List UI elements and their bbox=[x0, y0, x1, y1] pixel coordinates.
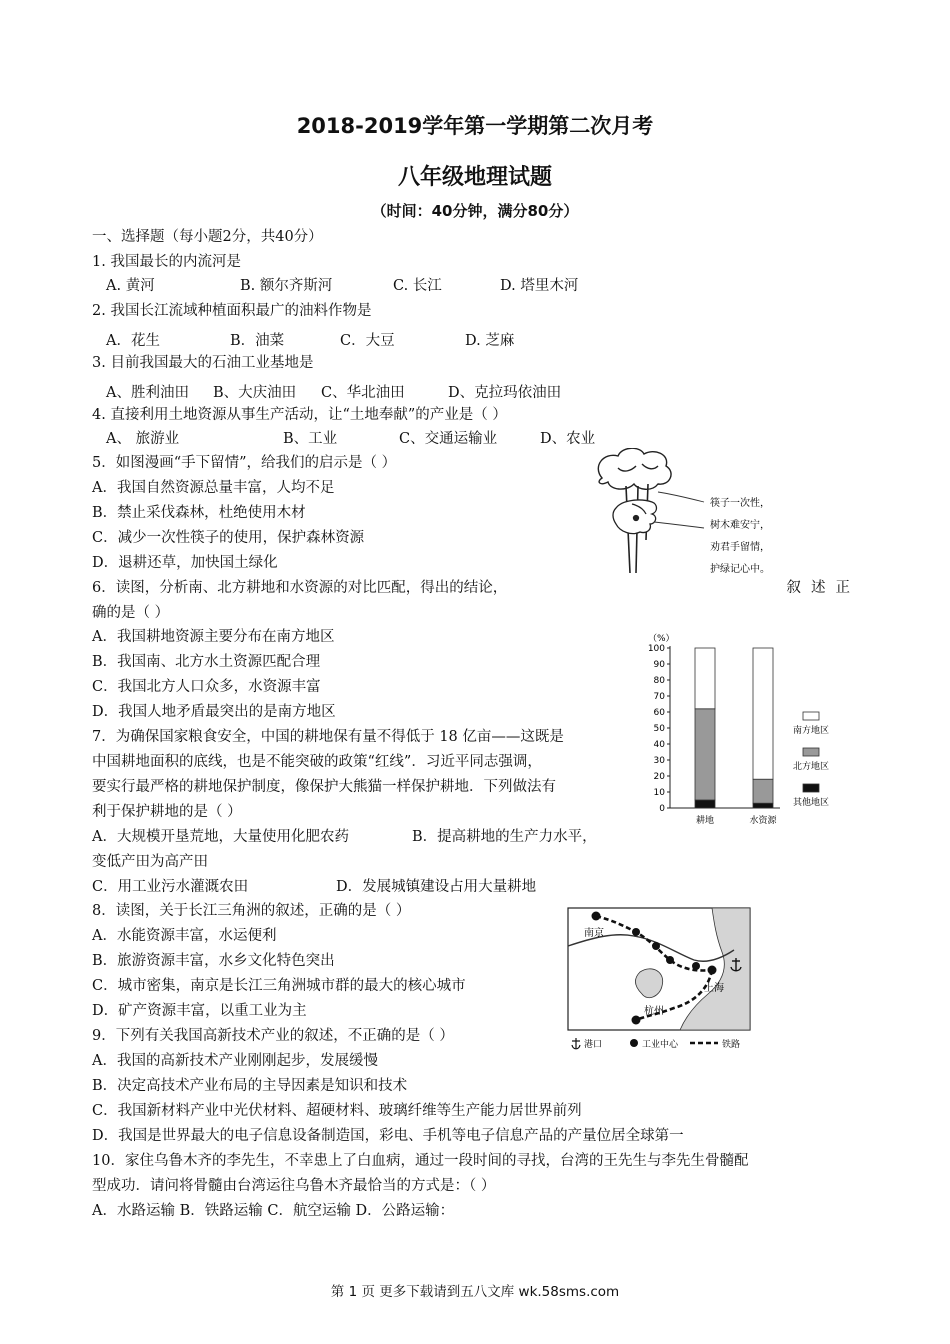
q3-option-d: D、克拉玛依油田 bbox=[448, 385, 562, 401]
q10-stem-line-2: 型成功．请问将骨髓由台湾运往乌鲁木齐最恰当的方式是：（ ） bbox=[92, 1178, 496, 1194]
q9-option-d: D．我国是世界最大的电子信息设备制造国，彩电、手机等电子信息产品的产量位居全球第一 bbox=[92, 1128, 684, 1144]
q5-option-c: C．减少一次性筷子的使用，保护森林资源 bbox=[92, 530, 365, 546]
legend-port-icon bbox=[572, 1038, 580, 1049]
q6-option-b: B．我国南、北方水土资源匹配合理 bbox=[92, 654, 321, 670]
q7-stem-line-4: 利于保护耕地的是（ ） bbox=[92, 804, 242, 820]
q8-stem: 8．读图，关于长江三角洲的叙述，正确的是（ ） bbox=[92, 903, 411, 919]
chart-ytick-label: 20 bbox=[653, 772, 665, 782]
q5-stem: 5．如图漫画“手下留情”，给我们的启示是（ ） bbox=[92, 455, 397, 471]
q1-stem: 1. 我国最长的内流河是 bbox=[92, 254, 241, 270]
chart-ytick-label: 100 bbox=[647, 644, 665, 654]
q6-option-a: A．我国耕地资源主要分布在南方地区 bbox=[92, 629, 335, 645]
page-footer: 第 1 页 更多下载请到五八文库 wk.58sms.com bbox=[330, 1284, 620, 1300]
map-legend bbox=[572, 1038, 740, 1050]
q5-option-d: D．退耕还草，加快国土绿化 bbox=[92, 555, 278, 571]
q7-option-d: D．发展城镇建设占用大量耕地 bbox=[336, 879, 537, 895]
q10-options: A．水路运输 B．铁路运输 C．航空运输 D．公路运输： bbox=[92, 1203, 455, 1219]
chart-xtick-label: 水资源 bbox=[749, 816, 777, 826]
q3-option-c: C、华北油田 bbox=[321, 385, 405, 401]
q7-option-b-cont: 变低产田为高产田 bbox=[92, 854, 208, 870]
map-label-hangzhou: 杭州 bbox=[644, 1006, 664, 1017]
chart-legend-label: 南方地区 bbox=[792, 726, 830, 736]
chart-ytick-label: 30 bbox=[653, 756, 665, 766]
chart-legend-label: 北方地区 bbox=[792, 762, 830, 772]
chart-ylabel: （%） bbox=[648, 634, 675, 644]
q7-option-b: B．提高耕地的生产力水平， bbox=[412, 829, 597, 845]
q6-stem-right: 叙述正 bbox=[786, 580, 860, 596]
q2-option-c: C．大豆 bbox=[340, 333, 395, 349]
hand-icon bbox=[613, 500, 657, 534]
chart-ytick-label: 80 bbox=[653, 676, 665, 686]
q8-option-c: C．城市密集，南京是长江三角洲城市群的最大的核心城市 bbox=[92, 978, 466, 994]
cartoon-caption-line-4: 护绿记心中。 bbox=[710, 564, 770, 575]
chart-legend-label: 其他地区 bbox=[792, 798, 830, 808]
q3-stem: 3. 目前我国最大的石油工业基地是 bbox=[92, 355, 314, 371]
q5-option-b: B．禁止采伐森林，杜绝使用木材 bbox=[92, 505, 306, 521]
q5-option-a: A．我国自然资源总量丰富，人均不足 bbox=[92, 480, 335, 496]
q9-option-b: B．决定高技术产业布局的主导因素是知识和技术 bbox=[92, 1078, 408, 1094]
chart-legend-swatch bbox=[803, 712, 819, 720]
q9-option-a: A．我国的高新技术产业刚刚起步，发展缓慢 bbox=[92, 1053, 378, 1069]
chart-bar-segment bbox=[753, 803, 773, 808]
q10-stem-line-1: 10．家住乌鲁木齐的李先生，不幸患上了白血病，通过一段时间的寻找，台湾的王先生与李先生骨髓配 bbox=[92, 1153, 749, 1169]
q1-option-b: B. 额尔齐斯河 bbox=[240, 278, 333, 294]
q6-option-c: C．我国北方人口众多，水资源丰富 bbox=[92, 679, 321, 695]
page-title: 2018-2019学年第一学期第二次月考 bbox=[296, 114, 654, 138]
exam-subject: 八年级地理试题 bbox=[397, 165, 552, 190]
industrial-center-marker bbox=[692, 962, 700, 970]
farmland-water-bar-chart bbox=[640, 628, 840, 828]
q4-option-b: B、工业 bbox=[283, 431, 338, 447]
q7-option-a: A．大规模开垦荒地，大量使用化肥农药 bbox=[92, 829, 349, 845]
map-label-shanghai: 上海 bbox=[704, 983, 724, 994]
cartoon-caption-line-2: 树木难安宁， bbox=[710, 520, 770, 531]
tree-canopy-icon bbox=[598, 448, 671, 489]
q1-option-c: C. 长江 bbox=[393, 278, 442, 294]
chart-bar-segment bbox=[753, 648, 773, 779]
section-heading: 一、选择题（每小题2分，共40分） bbox=[92, 229, 323, 245]
legend-port-label: 港口 bbox=[584, 1040, 603, 1050]
chart-bar-segment bbox=[695, 648, 715, 709]
exam-time-note: （时间：40分钟，满分80分） bbox=[371, 202, 579, 220]
legend-rail-label: 铁路 bbox=[722, 1040, 741, 1050]
hangzhou-center-marker bbox=[632, 1016, 641, 1025]
chart-ytick-label: 50 bbox=[653, 724, 665, 734]
q3-option-a: A、胜利油田 bbox=[106, 385, 189, 401]
q7-stem-line-2: 中国耕地面积的底线，也是不能突破的政策“红线”．习近平同志强调， bbox=[92, 754, 542, 770]
q6-stem-line-1 bbox=[92, 578, 860, 598]
cartoon-caption-line-3: 劝君手留情， bbox=[710, 542, 770, 553]
shanghai-center-marker bbox=[708, 966, 717, 975]
chart-legend-swatch bbox=[803, 784, 819, 792]
q2-stem: 2. 我国长江流域种植面积最广的油料作物是 bbox=[92, 303, 372, 319]
legend-center-icon bbox=[630, 1039, 638, 1047]
q2-option-b: B．油菜 bbox=[230, 333, 285, 349]
q7-option-c: C．用工业污水灌溉农田 bbox=[92, 879, 249, 895]
q9-option-c: C．我国新材料产业中光伏材料、超硬材料、玻璃纤维等生产能力居世界前列 bbox=[92, 1103, 582, 1119]
chart-xtick-label: 耕地 bbox=[695, 816, 715, 826]
q3-option-b: B、大庆油田 bbox=[213, 385, 297, 401]
q4-option-c: C、交通运输业 bbox=[399, 431, 498, 447]
q9-stem: 9．下列有关我国高新技术产业的叙述，不正确的是（ ） bbox=[92, 1028, 454, 1044]
chart-ytick-label: 70 bbox=[653, 692, 665, 702]
q8-option-b: B．旅游资源丰富，水乡文化特色突出 bbox=[92, 953, 335, 969]
chart-legend-swatch bbox=[803, 748, 819, 756]
q8-option-a: A．水能资源丰富，水运便利 bbox=[92, 928, 277, 944]
q1-option-a: A. 黄河 bbox=[106, 278, 155, 294]
q1-option-d: D. 塔里木河 bbox=[500, 278, 579, 294]
cartoon-caption-line-1: 筷子一次性， bbox=[710, 498, 770, 509]
chart-bar-segment bbox=[753, 779, 773, 803]
q2-option-a: A．花生 bbox=[106, 333, 160, 349]
nanjing-center-marker bbox=[592, 912, 601, 921]
chart-bar-segment bbox=[695, 800, 715, 808]
q7-stem-line-3: 要实行最严格的耕地保护制度，像保护大熊猫一样保护耕地．下列做法有 bbox=[92, 779, 556, 795]
q6-option-d: D．我国人地矛盾最突出的是南方地区 bbox=[92, 704, 336, 720]
q2-option-d: D. 芝麻 bbox=[465, 333, 515, 349]
q4-option-a: A、 旅游业 bbox=[106, 431, 180, 447]
q6-stem-left: 6．读图，分析南、北方耕地和水资源的对比匹配，得出的结论， bbox=[92, 580, 508, 596]
chart-ytick-label: 60 bbox=[653, 708, 665, 718]
cartoon-hand-tree-figure bbox=[592, 448, 812, 578]
yangtze-delta-map bbox=[562, 898, 762, 1058]
industrial-center-marker bbox=[666, 956, 674, 964]
q4-option-d: D、农业 bbox=[540, 431, 596, 447]
q4-stem: 4. 直接利用土地资源从事生产活动，让“土地奉献”的产业是（ ） bbox=[92, 407, 507, 423]
chart-ytick-label: 0 bbox=[659, 804, 665, 814]
q6-stem-line-2: 确的是（ ） bbox=[92, 605, 170, 621]
legend-center-label: 工业中心 bbox=[642, 1040, 679, 1050]
q7-stem-line-1: 7．为确保国家粮食安全，中国的耕地保有量不得低于 18 亿亩——这既是 bbox=[92, 729, 564, 745]
chart-bar-segment bbox=[695, 709, 715, 800]
chart-ytick-label: 40 bbox=[653, 740, 665, 750]
industrial-center-marker bbox=[652, 942, 660, 950]
map-label-nanjing: 南京 bbox=[584, 928, 604, 939]
chart-ytick-label: 10 bbox=[653, 788, 665, 798]
chart-ytick-label: 90 bbox=[653, 660, 665, 670]
q8-option-d: D．矿产资源丰富，以重工业为主 bbox=[92, 1003, 307, 1019]
industrial-center-marker bbox=[632, 928, 640, 936]
caption-callout-lines bbox=[654, 492, 704, 528]
